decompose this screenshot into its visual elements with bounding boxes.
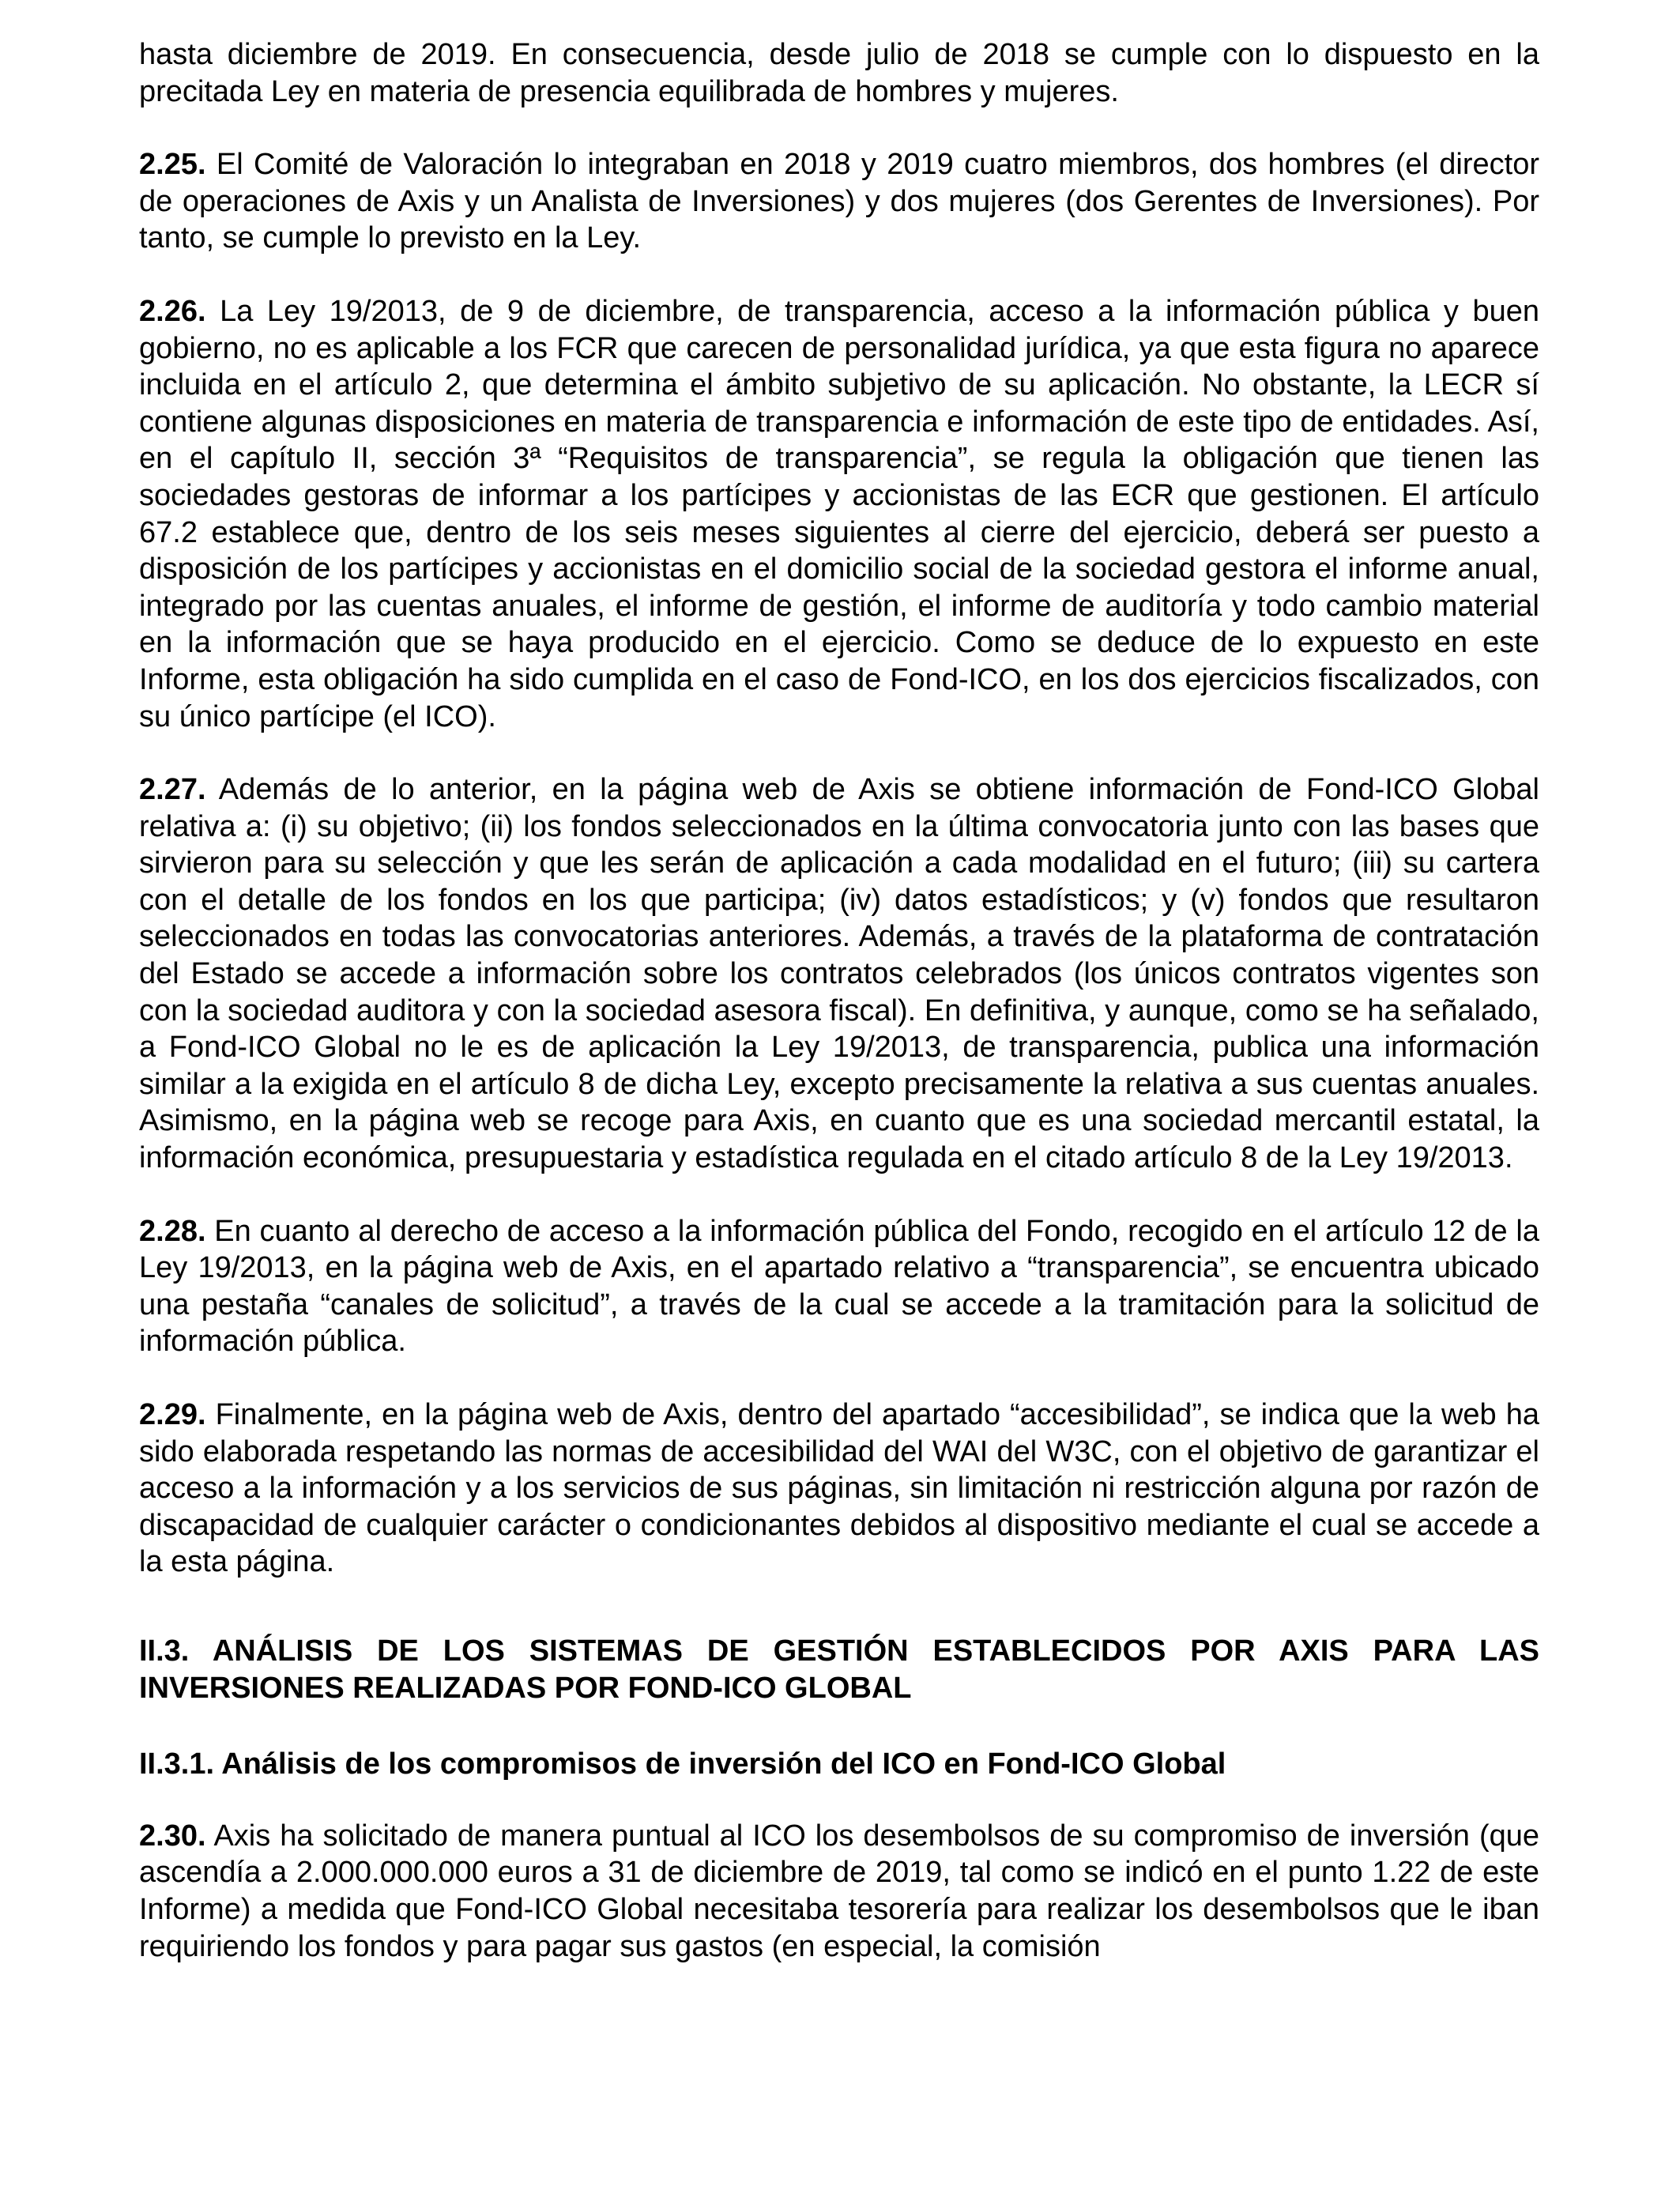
paragraph-number: 2.29.: [139, 1398, 206, 1431]
paragraph-2-26: [139, 293, 1539, 735]
paragraph-text: En cuanto al derecho de acceso a la información pública del Fondo, recogido en el artículo 12 de la Ley 19/2013, en la página web de Axis, en el apartado relativo a “transparencia”, se encuentra ubicado una pestaña “canales de solicitud”, a través de la cual se accede a la tramitación para la solicitud de información pública.: [139, 1214, 1539, 1359]
paragraph-text: Finalmente, en la página web de Axis, dentro del apartado “accesibilidad”, se indica que la web ha sido elaborada respetando las normas de accesibilidad del WAI del W3C, con el objetivo de garantizar el acceso a la información y a los servicios de sus páginas, sin limitación ni restricción alguna por razón de discapacidad de cualquier carácter o condicionantes debidos al dispositivo mediante el cual se accede a la esta página.: [139, 1398, 1539, 1579]
paragraph-continuation: [139, 36, 1539, 110]
subsection-heading: II.3.1. Análisis de los compromisos de inversión del ICO en Fond-ICO Global: [139, 1747, 1226, 1781]
paragraph-2-29: [139, 1397, 1539, 1581]
paragraph-number: 2.25.: [139, 148, 206, 182]
paragraph-text: Además de lo anterior, en la página web de Axis se obtiene información de Fond-ICO Global relativa a: (i) su objetivo; (ii) los fondos seleccionados en la última convocatoria junto con las bases que sirvieron para su selección y que les serán de aplicación a cada modalidad en el futuro; (iii) su cartera con el detalle de los fondos en los que participa; (iv) datos estadísticos; y (v) fondos que resultaron seleccionados en todas las convocatorias anteriores. Además, a través de la plataforma de contratación del Estado se accede a información sobre los contratos celebrados (los únicos contratos vigentes son con la sociedad auditora y con la sociedad asesora fiscal). En definitiva, y aunque, como se ha señalado, a Fond-ICO Global no le es de aplicación la Ley 19/2013, de transparencia, publica una información similar a la exigida en el artículo 8 de dicha Ley, excepto precisamente la relativa a sus cuentas anuales. Asimismo, en la página web se recoge para Axis, en cuanto que es una sociedad mercantil estatal, la información económica, presupuestaria y estadística regulada en el citado artículo 8 de la Ley 19/2013.: [139, 773, 1539, 1175]
paragraph-text: hasta diciembre de 2019. En consecuencia, desde julio de 2018 se cumple con lo dispuesto en la precitada Ley en materia de presencia equilibrada de hombres y mujeres.: [139, 38, 1539, 108]
paragraph-number: 2.26.: [139, 294, 206, 328]
paragraph-2-27: [139, 771, 1539, 1177]
paragraph-number: 2.27.: [139, 773, 206, 807]
paragraph-2-28: [139, 1213, 1539, 1360]
paragraph-text: El Comité de Valoración lo integraban en 2018 y 2019 cuatro miembros, dos hombres (el director de operaciones de Axis y un Analista de Inversiones) y dos mujeres (dos Gerentes de Inversiones). Por tanto, se cumple lo previsto en la Ley.: [139, 148, 1539, 255]
paragraph-number: 2.28.: [139, 1214, 206, 1248]
paragraph-2-25: [139, 146, 1539, 257]
paragraph-text: La Ley 19/2013, de 9 de diciembre, de transparencia, acceso a la información pública y buen gobierno, no es aplicable a los FCR que carecen de personalidad jurídica, ya que esta figura no aparece incluida en el artículo 2, que determina el ámbito subjetivo de su aplicación. No obstante, la LECR sí contiene algunas disposiciones en materia de transparencia e información de este tipo de entidades. Así, en el capítulo II, sección 3ª “Requisitos de transparencia”, se regula la obligación que tienen las sociedades gestoras de informar a los partícipes y accionistas de las ECR que gestionen. El artículo 67.2 establece que, dentro de los seis meses siguientes al cierre del ejercicio, deberá ser puesto a disposición de los partícipes y accionistas en el domicilio social de la sociedad gestora el informe anual, integrado por las cuentas anuales, el informe de gestión, el informe de auditoría y todo cambio material en la información que se haya producido en el ejercicio. Como se deduce de lo expuesto en este Informe, esta obligación ha sido cumplida en el caso de Fond-ICO, en los dos ejercicios fiscalizados, con su único partícipe (el ICO).: [139, 294, 1539, 733]
paragraph-2-30: [139, 1818, 1539, 1965]
section-heading: II.3. ANÁLISIS DE LOS SISTEMAS DE GESTIÓN ESTABLECIDOS POR AXIS PARA LAS INVERSIONES REALIZADAS POR FOND-ICO GLOBAL: [139, 1634, 1539, 1705]
document-page: [139, 36, 1539, 2001]
paragraph-number: 2.30.: [139, 1819, 206, 1853]
paragraph-text: Axis ha solicitado de manera puntual al ICO los desembolsos de su compromiso de inversión (que ascendía a 2.000.000.000 euros a 31 de diciembre de 2019, tal como se indicó en el punto 1.22 de este Informe) a medida que Fond-ICO Global necesitaba tesorería para realizar los desembolsos que le iban requiriendo los fondos y para pagar sus gastos (en especial, la comisión: [139, 1819, 1539, 1963]
